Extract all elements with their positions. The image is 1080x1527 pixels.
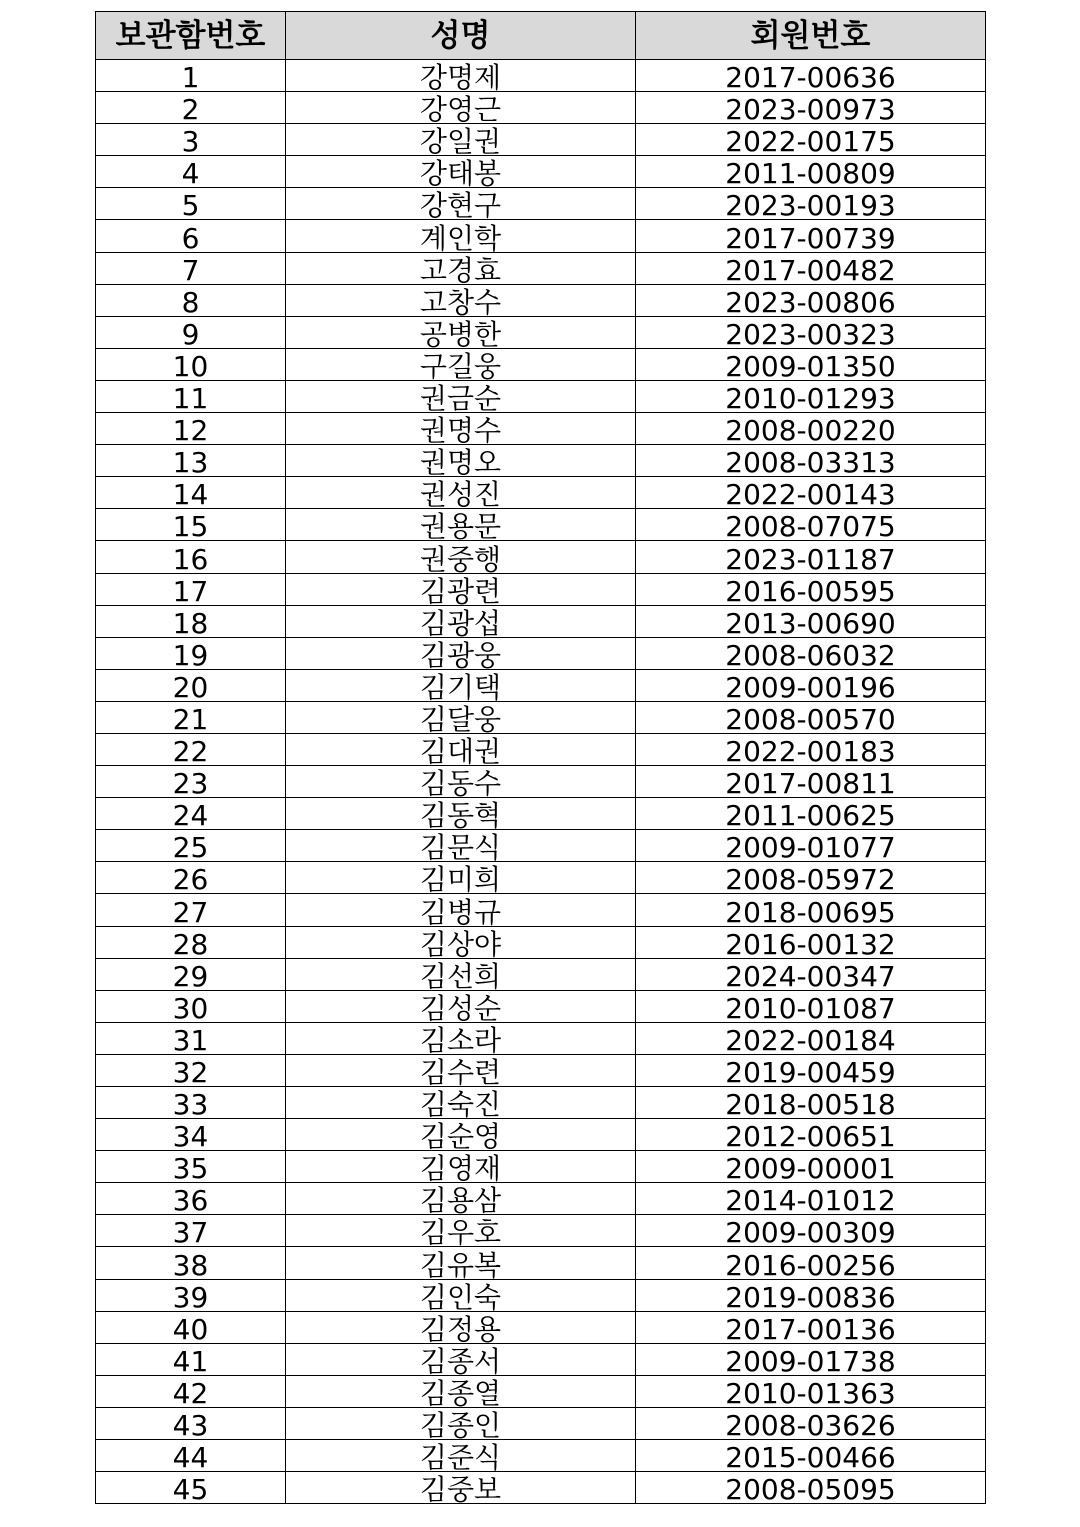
table-row bbox=[96, 733, 986, 765]
name-cell: 권성진 bbox=[286, 477, 636, 509]
name-cell: 김상야 bbox=[286, 926, 636, 958]
table-row bbox=[96, 1022, 986, 1054]
table-row bbox=[96, 1215, 986, 1247]
table-row bbox=[96, 1472, 986, 1504]
member-number-cell: 2022-00143 bbox=[636, 477, 986, 509]
member-number-cell: 2017-00136 bbox=[636, 1311, 986, 1343]
locker-number-cell: 30 bbox=[96, 990, 286, 1022]
locker-number-cell: 2 bbox=[96, 92, 286, 124]
locker-number-cell: 45 bbox=[96, 1472, 286, 1504]
table-row bbox=[96, 220, 986, 252]
member-number-cell: 2010-01363 bbox=[636, 1375, 986, 1407]
table-row bbox=[96, 1119, 986, 1151]
table-row bbox=[96, 669, 986, 701]
table-row bbox=[96, 156, 986, 188]
member-number-cell: 2022-00184 bbox=[636, 1022, 986, 1054]
name-cell: 김병규 bbox=[286, 894, 636, 926]
name-cell: 권명오 bbox=[286, 445, 636, 477]
member-number-cell: 2019-00836 bbox=[636, 1279, 986, 1311]
table-row bbox=[96, 413, 986, 445]
header-row bbox=[96, 12, 986, 60]
locker-number-cell: 10 bbox=[96, 348, 286, 380]
locker-number-cell: 5 bbox=[96, 188, 286, 220]
member-number-cell: 2023-00193 bbox=[636, 188, 986, 220]
name-cell: 강영근 bbox=[286, 92, 636, 124]
locker-number-cell: 40 bbox=[96, 1311, 286, 1343]
member-number-cell: 2014-01012 bbox=[636, 1183, 986, 1215]
locker-number-cell: 3 bbox=[96, 124, 286, 156]
table-row bbox=[96, 1054, 986, 1086]
table-row bbox=[96, 124, 986, 156]
name-cell: 강태봉 bbox=[286, 156, 636, 188]
locker-number-cell: 38 bbox=[96, 1247, 286, 1279]
locker-number-cell: 34 bbox=[96, 1119, 286, 1151]
locker-number-cell: 36 bbox=[96, 1183, 286, 1215]
table-row bbox=[96, 990, 986, 1022]
member-number-cell: 2023-01187 bbox=[636, 541, 986, 573]
locker-roster-table bbox=[95, 11, 986, 1504]
table-row bbox=[96, 1440, 986, 1472]
header-member-number: 회원번호 bbox=[636, 12, 986, 60]
table-row bbox=[96, 316, 986, 348]
name-cell: 김광섭 bbox=[286, 605, 636, 637]
locker-number-cell: 35 bbox=[96, 1151, 286, 1183]
member-number-cell: 2008-03313 bbox=[636, 445, 986, 477]
name-cell: 구길웅 bbox=[286, 348, 636, 380]
locker-number-cell: 1 bbox=[96, 60, 286, 92]
member-number-cell: 2012-00651 bbox=[636, 1119, 986, 1151]
locker-number-cell: 17 bbox=[96, 573, 286, 605]
member-number-cell: 2009-00309 bbox=[636, 1215, 986, 1247]
member-number-cell: 2008-05972 bbox=[636, 862, 986, 894]
table-row bbox=[96, 380, 986, 412]
locker-number-cell: 23 bbox=[96, 766, 286, 798]
name-cell: 김소라 bbox=[286, 1022, 636, 1054]
member-number-cell: 2011-00625 bbox=[636, 798, 986, 830]
member-number-cell: 2009-00001 bbox=[636, 1151, 986, 1183]
table-row bbox=[96, 605, 986, 637]
locker-number-cell: 24 bbox=[96, 798, 286, 830]
member-number-cell: 2008-06032 bbox=[636, 637, 986, 669]
table-row bbox=[96, 637, 986, 669]
locker-number-cell: 14 bbox=[96, 477, 286, 509]
name-cell: 강일권 bbox=[286, 124, 636, 156]
locker-number-cell: 12 bbox=[96, 413, 286, 445]
locker-number-cell: 37 bbox=[96, 1215, 286, 1247]
table-row bbox=[96, 60, 986, 92]
name-cell: 권명수 bbox=[286, 413, 636, 445]
name-cell: 강명제 bbox=[286, 60, 636, 92]
locker-number-cell: 9 bbox=[96, 316, 286, 348]
member-number-cell: 2011-00809 bbox=[636, 156, 986, 188]
member-number-cell: 2019-00459 bbox=[636, 1054, 986, 1086]
table-row bbox=[96, 701, 986, 733]
name-cell: 김광련 bbox=[286, 573, 636, 605]
name-cell: 김성순 bbox=[286, 990, 636, 1022]
member-number-cell: 2010-01293 bbox=[636, 380, 986, 412]
locker-number-cell: 31 bbox=[96, 1022, 286, 1054]
member-number-cell: 2008-05095 bbox=[636, 1472, 986, 1504]
locker-number-cell: 16 bbox=[96, 541, 286, 573]
locker-number-cell: 22 bbox=[96, 733, 286, 765]
name-cell: 김영재 bbox=[286, 1151, 636, 1183]
member-number-cell: 2008-00220 bbox=[636, 413, 986, 445]
table-row bbox=[96, 573, 986, 605]
locker-number-cell: 29 bbox=[96, 958, 286, 990]
locker-number-cell: 27 bbox=[96, 894, 286, 926]
name-cell: 김미희 bbox=[286, 862, 636, 894]
locker-number-cell: 44 bbox=[96, 1440, 286, 1472]
table-row bbox=[96, 862, 986, 894]
locker-number-cell: 28 bbox=[96, 926, 286, 958]
table-row bbox=[96, 541, 986, 573]
member-number-cell: 2008-03626 bbox=[636, 1407, 986, 1439]
table-row bbox=[96, 798, 986, 830]
name-cell: 강현구 bbox=[286, 188, 636, 220]
member-number-cell: 2022-00175 bbox=[636, 124, 986, 156]
name-cell: 공병한 bbox=[286, 316, 636, 348]
member-number-cell: 2023-00323 bbox=[636, 316, 986, 348]
member-number-cell: 2023-00806 bbox=[636, 284, 986, 316]
member-number-cell: 2018-00695 bbox=[636, 894, 986, 926]
name-cell: 김문식 bbox=[286, 830, 636, 862]
table-row bbox=[96, 92, 986, 124]
table-row bbox=[96, 445, 986, 477]
member-number-cell: 2017-00739 bbox=[636, 220, 986, 252]
locker-number-cell: 15 bbox=[96, 509, 286, 541]
name-cell: 김대권 bbox=[286, 733, 636, 765]
name-cell: 계인학 bbox=[286, 220, 636, 252]
member-number-cell: 2017-00636 bbox=[636, 60, 986, 92]
name-cell: 김광웅 bbox=[286, 637, 636, 669]
member-number-cell: 2009-01738 bbox=[636, 1343, 986, 1375]
name-cell: 김달웅 bbox=[286, 701, 636, 733]
locker-number-cell: 7 bbox=[96, 252, 286, 284]
name-cell: 김정용 bbox=[286, 1311, 636, 1343]
member-number-cell: 2016-00132 bbox=[636, 926, 986, 958]
member-number-cell: 2009-01350 bbox=[636, 348, 986, 380]
member-number-cell: 2009-01077 bbox=[636, 830, 986, 862]
name-cell: 고경효 bbox=[286, 252, 636, 284]
table-row bbox=[96, 1375, 986, 1407]
table-row bbox=[96, 348, 986, 380]
header-name: 성명 bbox=[286, 12, 636, 60]
name-cell: 김준식 bbox=[286, 1440, 636, 1472]
name-cell: 김종인 bbox=[286, 1407, 636, 1439]
member-number-cell: 2017-00482 bbox=[636, 252, 986, 284]
name-cell: 권용문 bbox=[286, 509, 636, 541]
name-cell: 권중행 bbox=[286, 541, 636, 573]
name-cell: 김순영 bbox=[286, 1119, 636, 1151]
member-number-cell: 2023-00973 bbox=[636, 92, 986, 124]
name-cell: 김인숙 bbox=[286, 1279, 636, 1311]
locker-number-cell: 26 bbox=[96, 862, 286, 894]
name-cell: 김기택 bbox=[286, 669, 636, 701]
locker-number-cell: 4 bbox=[96, 156, 286, 188]
table-row bbox=[96, 1407, 986, 1439]
table-row bbox=[96, 894, 986, 926]
locker-number-cell: 33 bbox=[96, 1087, 286, 1119]
table-row bbox=[96, 284, 986, 316]
table-row bbox=[96, 1311, 986, 1343]
member-number-cell: 2017-00811 bbox=[636, 766, 986, 798]
table-row bbox=[96, 1343, 986, 1375]
name-cell: 김유복 bbox=[286, 1247, 636, 1279]
locker-number-cell: 13 bbox=[96, 445, 286, 477]
table-row bbox=[96, 1279, 986, 1311]
locker-number-cell: 20 bbox=[96, 669, 286, 701]
table-row bbox=[96, 926, 986, 958]
table-row bbox=[96, 1151, 986, 1183]
table-row bbox=[96, 252, 986, 284]
member-number-cell: 2022-00183 bbox=[636, 733, 986, 765]
name-cell: 고창수 bbox=[286, 284, 636, 316]
name-cell: 김숙진 bbox=[286, 1087, 636, 1119]
locker-number-cell: 11 bbox=[96, 380, 286, 412]
name-cell: 김중보 bbox=[286, 1472, 636, 1504]
table-row bbox=[96, 958, 986, 990]
name-cell: 김수련 bbox=[286, 1054, 636, 1086]
locker-number-cell: 8 bbox=[96, 284, 286, 316]
member-number-cell: 2008-07075 bbox=[636, 509, 986, 541]
member-number-cell: 2009-00196 bbox=[636, 669, 986, 701]
member-number-cell: 2016-00256 bbox=[636, 1247, 986, 1279]
name-cell: 김동혁 bbox=[286, 798, 636, 830]
header-locker-number: 보관함번호 bbox=[96, 12, 286, 60]
locker-number-cell: 21 bbox=[96, 701, 286, 733]
table-row bbox=[96, 1183, 986, 1215]
table-row bbox=[96, 477, 986, 509]
name-cell: 김종서 bbox=[286, 1343, 636, 1375]
member-number-cell: 2024-00347 bbox=[636, 958, 986, 990]
table-row bbox=[96, 1087, 986, 1119]
member-number-cell: 2018-00518 bbox=[636, 1087, 986, 1119]
member-number-cell: 2015-00466 bbox=[636, 1440, 986, 1472]
locker-number-cell: 39 bbox=[96, 1279, 286, 1311]
name-cell: 김용삼 bbox=[286, 1183, 636, 1215]
name-cell: 권금순 bbox=[286, 380, 636, 412]
locker-number-cell: 41 bbox=[96, 1343, 286, 1375]
table-row bbox=[96, 766, 986, 798]
locker-number-cell: 42 bbox=[96, 1375, 286, 1407]
name-cell: 김우호 bbox=[286, 1215, 636, 1247]
name-cell: 김선희 bbox=[286, 958, 636, 990]
locker-number-cell: 18 bbox=[96, 605, 286, 637]
member-number-cell: 2010-01087 bbox=[636, 990, 986, 1022]
table-body bbox=[96, 60, 986, 1504]
table-row bbox=[96, 830, 986, 862]
member-number-cell: 2008-00570 bbox=[636, 701, 986, 733]
table-row bbox=[96, 188, 986, 220]
table-row bbox=[96, 1247, 986, 1279]
locker-number-cell: 6 bbox=[96, 220, 286, 252]
name-cell: 김종열 bbox=[286, 1375, 636, 1407]
table-row bbox=[96, 509, 986, 541]
locker-number-cell: 32 bbox=[96, 1054, 286, 1086]
member-number-cell: 2016-00595 bbox=[636, 573, 986, 605]
locker-number-cell: 25 bbox=[96, 830, 286, 862]
locker-number-cell: 43 bbox=[96, 1407, 286, 1439]
name-cell: 김동수 bbox=[286, 766, 636, 798]
member-number-cell: 2013-00690 bbox=[636, 605, 986, 637]
locker-number-cell: 19 bbox=[96, 637, 286, 669]
